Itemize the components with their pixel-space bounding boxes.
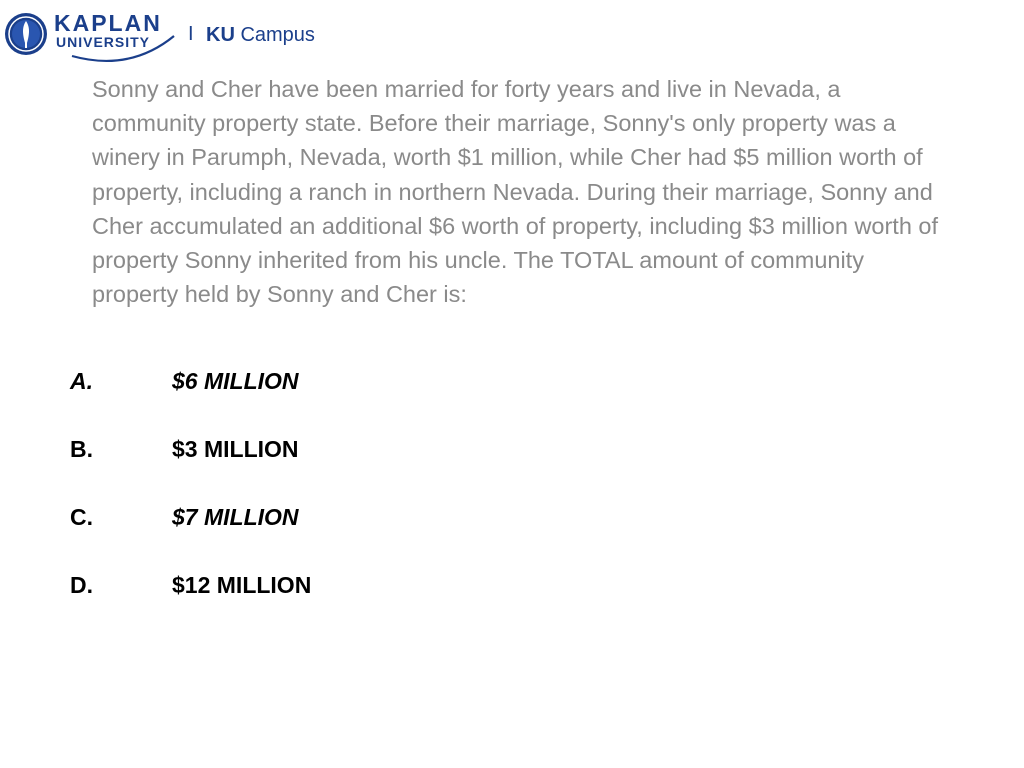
header-separator: I bbox=[188, 23, 194, 45]
choice-c-answer: $7 MILLION bbox=[172, 504, 299, 530]
header bbox=[0, 0, 360, 70]
choice-a-answer: $6 MILLION bbox=[172, 368, 299, 394]
logo-line1: KAPLAN bbox=[54, 10, 162, 36]
campus-label-bold: KU bbox=[206, 24, 235, 46]
choice-b-answer: $3 MILLION bbox=[172, 436, 299, 462]
choice-d-answer: $12 MILLION bbox=[172, 572, 312, 598]
choice-d-letter: D. bbox=[70, 572, 93, 598]
question-text: Sonny and Cher have been married for forty years and live in Nevada, a community property state. Before their marriage, Sonny's only property was a winery in Parumph, Nevada, worth $1 million, while Cher had $5 million worth of property, including a ranch in northern Nevada. During their marriage, Sonny and Cher accumulated an additional $6 worth of property, including $3 million worth of property Sonny inherited from his uncle. The TOTAL amount of community property held by Sonny and Cher is: bbox=[92, 76, 939, 308]
kaplan-seal-icon bbox=[4, 12, 48, 56]
choice-c-letter: C. bbox=[70, 504, 93, 530]
campus-label bbox=[206, 23, 315, 47]
campus-label-rest: Campus bbox=[234, 24, 315, 46]
logo-swoosh-icon bbox=[70, 26, 180, 66]
choice-b-letter: B. bbox=[70, 436, 93, 462]
logo-line2: UNIVERSITY bbox=[56, 34, 151, 50]
choice-a-letter: A. bbox=[70, 368, 93, 394]
